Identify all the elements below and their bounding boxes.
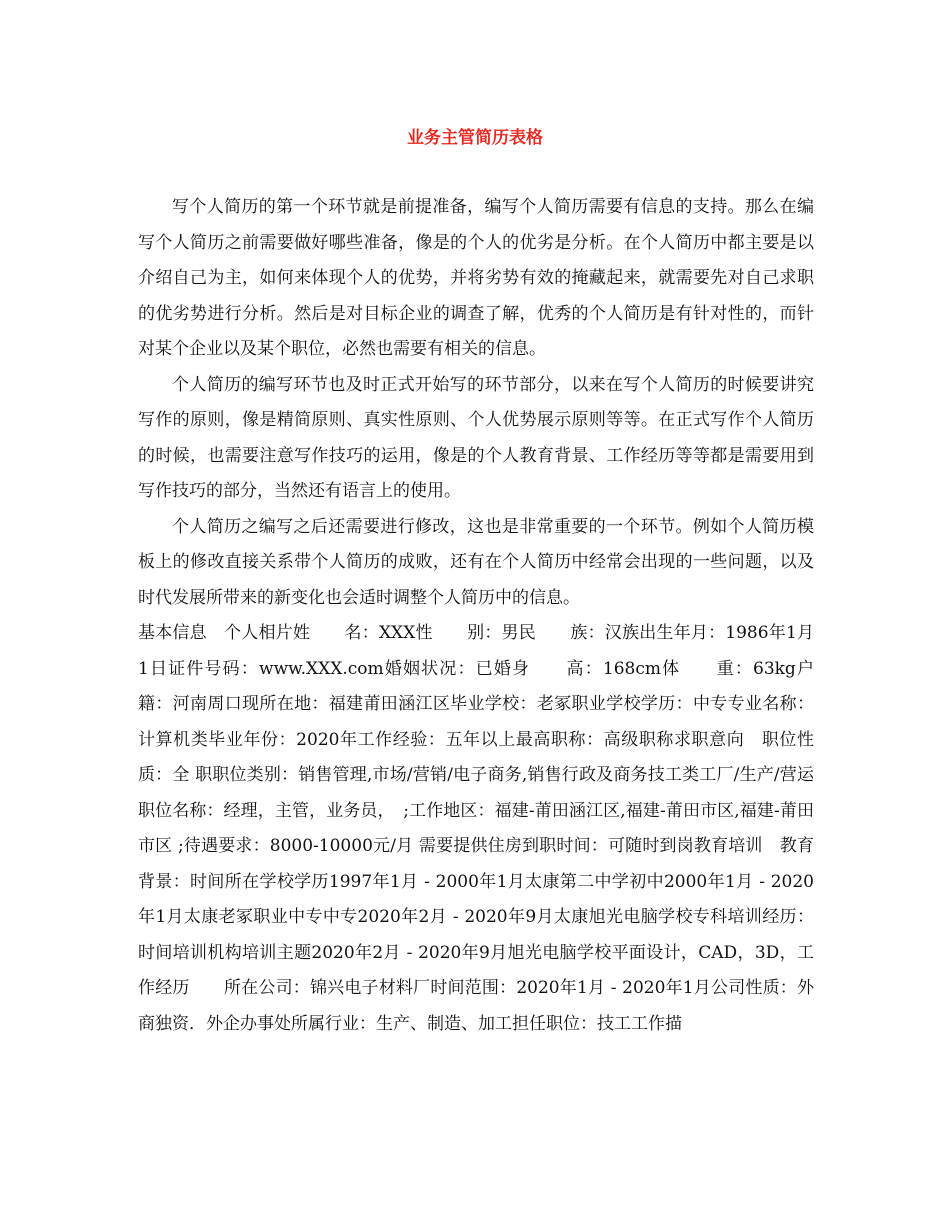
resume-details: 基本信息 个人相片姓 名：XXX性 别：男民 族：汉族出生年月：1986年1月1日证件号码：www.XXX.com婚姻状况：已婚身 高：168cm体 重：63kg户 籍：河南周口现所在地：福建莆田涵江区毕业学校：老冢职业学校学历：中专专业名称：计算机类毕业年份：2020年工作经验：五年以上最高职称：高级职称求职意向 职位性质：全 职职位类别：销售管理,市场/营销/电子商务,销售行政及商务技工类工厂/生产/营运职位名称：经理，主管，业务员， ;工作地区：福建-莆田涵江区,福建-莆田市区,福建-莆田市区 ;待遇要求：8000-10000元/月 需要提供住房到职时间：可随时到岗教育培训 教育背景：时间所在学校学历1997年1月 - 2000年1月太康第二中学初中2000年1月 - 2020年1月太康老冢职业中专中专2020年2月 - 2020年9月太康旭光电脑学校专科培训经历：时间培训机构培训主题2020年2月 - 2020年9月旭光电脑学校平面设计，CAD，3D，工作经历 所在公司：锦兴电子材料厂时间范围：2020年1月 - 2020年1月公司性质：外商独资．外企办事处所属行业：生产、制造、加工担任职位：技工工作描 — [138, 623, 848, 1034]
document-title: 业务主管简历表格 — [407, 128, 543, 148]
paragraph-writing: 个人简历的编写环节也及时正式开始写的环节部分，以来在写个人简历的时候要讲究写作的原则，像是精简原则、真实性原则、个人优势展示原则等等。在正式写作个人简历的时候，也需要注意写作技巧的运用，像是的个人教育背景、工作经历等等都是需要用到写作技巧的部分，当然还有语言上的使用。 — [138, 374, 814, 501]
paragraph-preparation: 写个人简历的第一个环节就是前提准备，编写个人简历需要有信息的支持。那么在编写个人简历之前需要做好哪些准备，像是的个人的优劣是分析。在个人简历中都主要是以介绍自己为主，如何来体现个人的优势，并将劣势有效的掩藏起来，就需要先对自己求职的优劣势进行分析。然后是对目标企业的调查了解，优秀的个人简历是有针对性的，而针对某个企业以及某个职位，必然也需要有相关的信息。 — [138, 197, 814, 359]
document-body — [138, 190, 848, 1042]
paragraph-revision: 个人简历之编写之后还需要进行修改，这也是非常重要的一个环节。例如个人简历模板上的修改直接关系带个人简历的成败，还有在个人简历中经常会出现的一些问题，以及时代发展所带来的新变化也会适时调整个人简历中的信息。 — [138, 516, 814, 608]
